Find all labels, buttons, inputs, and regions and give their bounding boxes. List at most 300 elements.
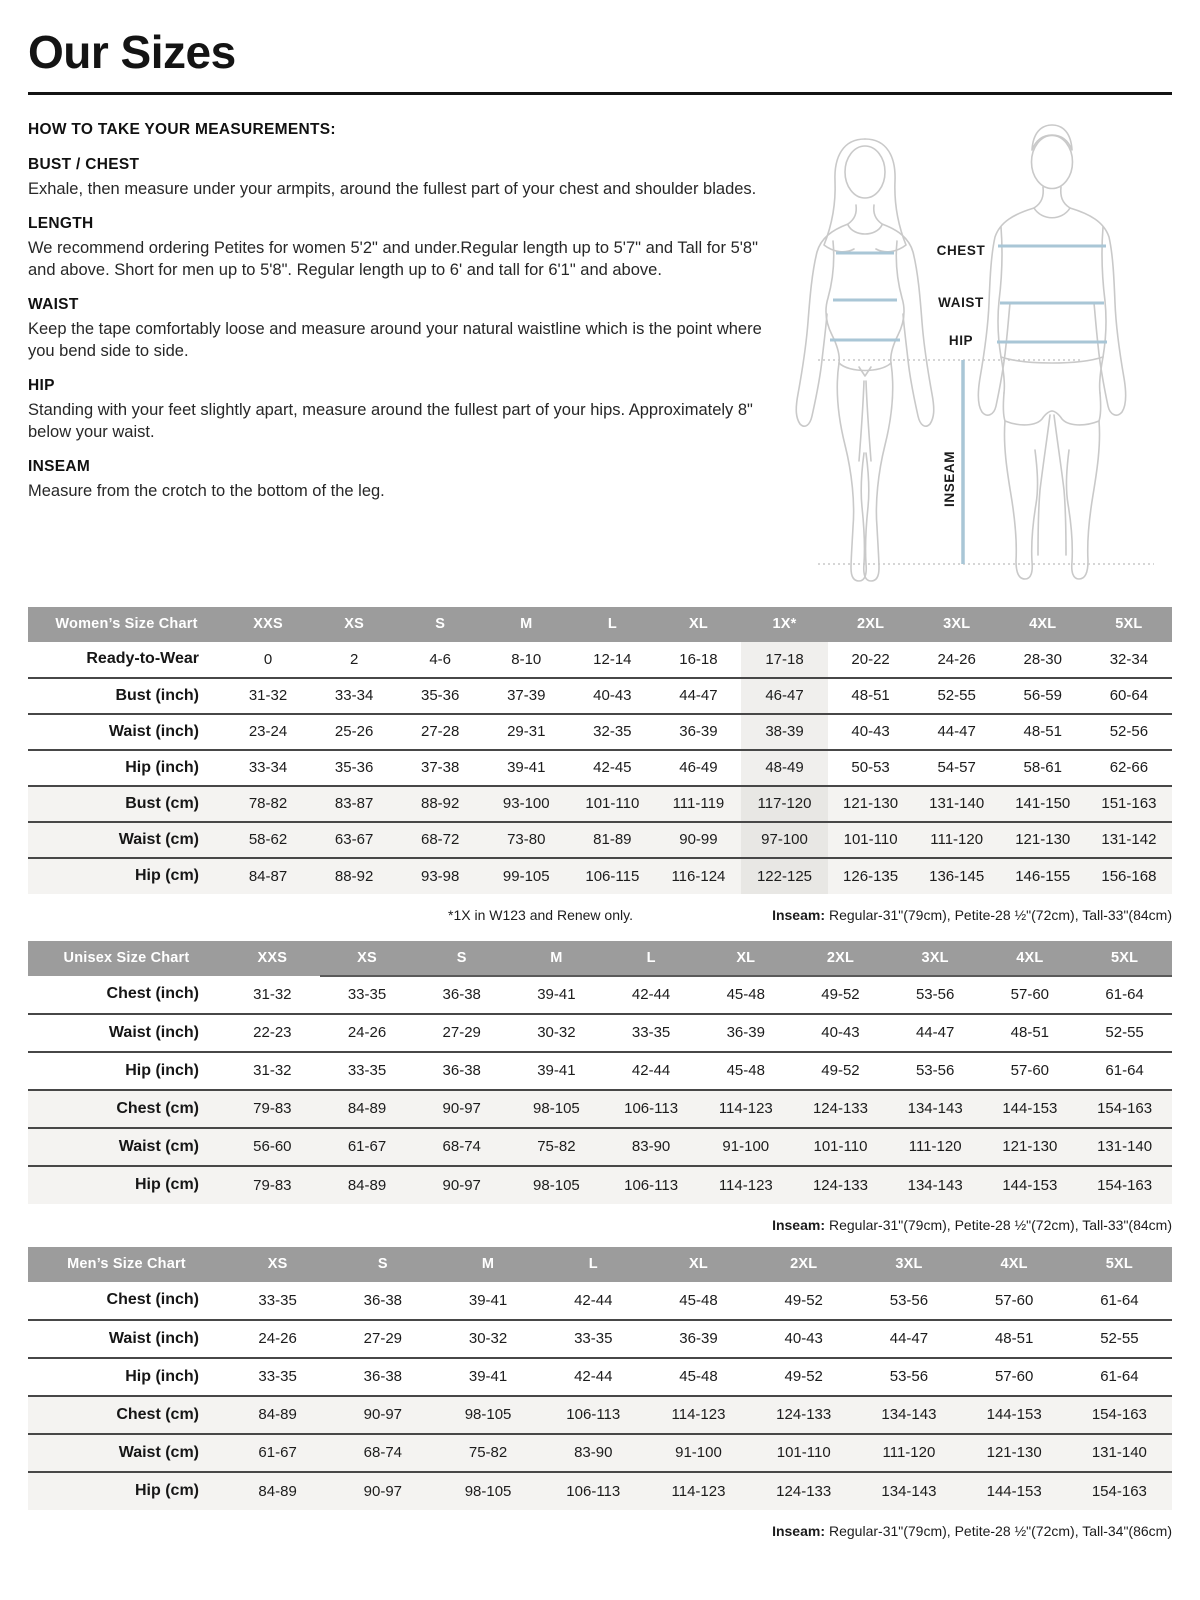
size-cell: 30-32 xyxy=(537,1024,576,1042)
size-row-label: Waist (cm) xyxy=(28,822,225,858)
size-cell: 93-100 xyxy=(483,786,569,822)
size-cell: 45-48 xyxy=(679,1368,718,1386)
size-cell: 45-48 xyxy=(726,1062,765,1080)
size-cell: 106-113 xyxy=(541,1472,646,1510)
size-column-header: XL xyxy=(646,1247,751,1282)
size-column-header: XS xyxy=(320,941,415,976)
size-cell: 90-99 xyxy=(655,822,741,858)
size-column-header: 2XL xyxy=(793,941,888,976)
size-row-label: Waist (cm) xyxy=(28,1434,225,1472)
size-cell: 60-64 xyxy=(1109,687,1149,705)
size-cell: 44-47 xyxy=(915,1024,955,1042)
size-cell: 61-67 xyxy=(320,1128,415,1166)
size-cell: 45-48 xyxy=(726,986,765,1004)
size-cell: 154-163 xyxy=(1067,1396,1172,1434)
size-row xyxy=(28,750,1172,786)
size-cell: 33-34 xyxy=(248,759,288,777)
size-column-header: 1X* xyxy=(741,607,827,642)
size-cell: 49-52 xyxy=(821,986,860,1004)
mens-table-footnote xyxy=(28,1523,1172,1539)
size-cell: 84-87 xyxy=(225,858,311,894)
size-row-label: Waist (cm) xyxy=(28,1128,225,1166)
size-cell: 39-41 xyxy=(507,759,546,777)
hip-label: HIP xyxy=(948,332,974,348)
size-cell: 48-51 xyxy=(994,1330,1034,1348)
size-cell: 121-130 xyxy=(1000,822,1086,858)
inseam-note-value: Regular-31"(79cm), Petite-28 ½"(72cm), Tall-33"(84cm) xyxy=(829,906,1172,923)
size-cell: 56-59 xyxy=(1023,687,1062,705)
instruction-heading: INSEAM xyxy=(28,457,91,475)
size-cell: 111-119 xyxy=(655,786,741,822)
size-cell: 106-113 xyxy=(541,1396,646,1434)
size-row xyxy=(28,642,1172,678)
size-cell: 33-35 xyxy=(347,986,387,1004)
size-cell: 81-89 xyxy=(569,822,655,858)
size-cell: 84-89 xyxy=(320,1166,415,1204)
size-row xyxy=(28,1090,1172,1128)
size-column-header: 5XL xyxy=(1086,607,1172,642)
size-cell: 35-36 xyxy=(334,759,374,777)
size-cell: 79-83 xyxy=(225,1166,320,1204)
size-cell: 40-43 xyxy=(821,1024,860,1042)
instruction-bust-chest xyxy=(28,156,773,200)
size-cell: 30-32 xyxy=(468,1330,508,1348)
size-cell: 75-82 xyxy=(509,1128,604,1166)
size-cell: 114-123 xyxy=(698,1166,793,1204)
size-row xyxy=(28,1166,1172,1204)
size-cell: 53-56 xyxy=(915,1062,955,1080)
size-cell: 62-66 xyxy=(1109,759,1149,777)
size-cell: 40-43 xyxy=(784,1330,823,1348)
size-chart-header-row xyxy=(28,941,1172,976)
waist-label: WAIST xyxy=(938,294,984,310)
size-cell: 68-74 xyxy=(330,1434,435,1472)
unisex-table-footnote xyxy=(28,1217,1172,1233)
size-cell: 134-143 xyxy=(856,1472,961,1510)
size-cell: 52-55 xyxy=(937,687,976,705)
size-cell: 90-97 xyxy=(414,1090,509,1128)
size-cell: 122-125 xyxy=(741,858,827,894)
size-row-label: Waist (inch) xyxy=(108,722,199,740)
size-cell: 131-140 xyxy=(914,786,1000,822)
size-row-label: Chest (inch) xyxy=(106,1291,199,1309)
size-cell: 151-163 xyxy=(1086,786,1172,822)
size-cell: 106-115 xyxy=(569,858,655,894)
size-cell: 93-98 xyxy=(397,858,483,894)
size-row xyxy=(28,858,1172,894)
size-cell: 58-61 xyxy=(1023,759,1062,777)
size-cell: 16-18 xyxy=(679,650,718,668)
size-cell: 49-52 xyxy=(784,1291,823,1309)
instruction-length xyxy=(28,215,773,281)
size-cell: 61-64 xyxy=(1105,1062,1144,1080)
size-row-label: Hip (cm) xyxy=(28,1472,225,1510)
size-cell: 88-92 xyxy=(311,858,397,894)
size-cell: 57-60 xyxy=(1010,986,1050,1004)
size-cell: 73-80 xyxy=(483,822,569,858)
size-cell: 33-35 xyxy=(631,1024,671,1042)
size-cell: 29-31 xyxy=(507,723,546,741)
size-cell: 33-35 xyxy=(574,1330,613,1348)
chest-label: CHEST xyxy=(936,242,986,258)
size-cell: 111-120 xyxy=(914,822,1000,858)
title-rule xyxy=(28,92,1172,95)
size-row xyxy=(28,976,1172,1014)
instruction-body: We recommend ordering Petites for women 5'2" and under.Regular length up to 5'7" and Tall for 5'8" and above. Short for men up to 5'8". Regular length up to 6' and tall for 6'1" and above. xyxy=(28,239,758,279)
how-to-heading: HOW TO TAKE YOUR MEASUREMENTS: xyxy=(28,120,336,138)
size-cell: 32-35 xyxy=(593,723,632,741)
size-cell: 154-163 xyxy=(1077,1090,1172,1128)
size-cell: 75-82 xyxy=(435,1434,540,1472)
size-cell: 50-53 xyxy=(851,759,890,777)
inseam-note-label: Inseam: xyxy=(772,1522,825,1539)
size-cell: 111-120 xyxy=(856,1434,961,1472)
size-cell: 84-89 xyxy=(320,1090,415,1128)
size-cell: 36-39 xyxy=(679,723,718,741)
size-cell: 83-90 xyxy=(604,1128,699,1166)
size-cell: 33-35 xyxy=(258,1291,297,1309)
mens-size-chart-table xyxy=(28,1247,1172,1510)
size-cell: 48-49 xyxy=(741,750,827,786)
size-cell: 156-168 xyxy=(1086,858,1172,894)
size-cell: 61-64 xyxy=(1105,986,1144,1004)
size-column-header: XS xyxy=(225,1247,330,1282)
size-cell: 101-110 xyxy=(751,1434,856,1472)
size-cell: 83-90 xyxy=(541,1434,646,1472)
size-row xyxy=(28,1358,1172,1396)
size-cell: 91-100 xyxy=(646,1434,751,1472)
size-chart-title: Men’s Size Chart xyxy=(28,1247,225,1282)
size-cell: 98-105 xyxy=(509,1090,604,1128)
size-cell: 52-55 xyxy=(1105,1024,1144,1042)
instruction-body: Measure from the crotch to the bottom of the leg. xyxy=(28,481,385,500)
size-cell: 39-41 xyxy=(468,1368,508,1386)
size-cell: 36-39 xyxy=(726,1024,765,1042)
size-column-header: 4XL xyxy=(1000,607,1086,642)
size-cell: 25-26 xyxy=(334,723,374,741)
size-cell: 101-110 xyxy=(828,822,914,858)
size-cell: 2 xyxy=(349,650,359,668)
size-cell: 12-14 xyxy=(593,650,632,668)
size-cell: 124-133 xyxy=(751,1472,856,1510)
unisex-size-chart-table xyxy=(28,941,1172,1204)
size-row xyxy=(28,786,1172,822)
inseam-note-label: Inseam: xyxy=(772,906,825,923)
size-row-label: Hip (cm) xyxy=(28,1166,225,1204)
size-row xyxy=(28,1282,1172,1320)
size-cell: 144-153 xyxy=(962,1472,1067,1510)
size-cell: 37-39 xyxy=(507,687,546,705)
size-cell: 144-153 xyxy=(962,1396,1067,1434)
size-cell: 42-44 xyxy=(574,1291,613,1309)
size-cell: 146-155 xyxy=(1000,858,1086,894)
inseam-note-value: Regular-31"(79cm), Petite-28 ½"(72cm), Tall-33"(84cm) xyxy=(829,1216,1172,1233)
measurement-diagram xyxy=(780,115,1172,593)
size-cell: 98-105 xyxy=(509,1166,604,1204)
size-column-header: L xyxy=(541,1247,646,1282)
size-column-header: 3XL xyxy=(914,607,1000,642)
instruction-heading: BUST / CHEST xyxy=(28,155,140,173)
size-column-header: L xyxy=(604,941,699,976)
size-chart-header-row xyxy=(28,1247,1172,1282)
size-cell: 42-44 xyxy=(631,1062,671,1080)
size-cell: 52-56 xyxy=(1109,723,1149,741)
size-cell: 24-26 xyxy=(347,1024,387,1042)
size-cell: 83-87 xyxy=(311,786,397,822)
size-cell: 27-29 xyxy=(442,1024,481,1042)
size-cell: 31-32 xyxy=(253,1062,292,1080)
size-row-label: Chest (cm) xyxy=(28,1396,225,1434)
size-cell: 36-38 xyxy=(442,986,481,1004)
size-cell: 45-48 xyxy=(679,1291,718,1309)
size-row xyxy=(28,1052,1172,1090)
size-column-header: 3XL xyxy=(888,941,983,976)
size-cell: 114-123 xyxy=(646,1396,751,1434)
size-row xyxy=(28,1128,1172,1166)
size-cell: 44-47 xyxy=(889,1330,929,1348)
size-cell: 116-124 xyxy=(655,858,741,894)
page-title: Our Sizes xyxy=(28,26,236,78)
size-cell: 40-43 xyxy=(593,687,632,705)
size-cell: 131-140 xyxy=(1067,1434,1172,1472)
size-cell: 114-123 xyxy=(646,1472,751,1510)
size-column-header: M xyxy=(435,1247,540,1282)
size-cell: 57-60 xyxy=(994,1291,1034,1309)
instruction-body: Standing with your feet slightly apart, measure around the fullest part of your hips. Approximately 8" below your waist. xyxy=(28,401,753,441)
size-column-header: L xyxy=(569,607,655,642)
size-cell: 90-97 xyxy=(330,1396,435,1434)
size-row-label: Waist (inch) xyxy=(108,1329,199,1347)
size-cell: 154-163 xyxy=(1067,1472,1172,1510)
size-cell: 144-153 xyxy=(983,1090,1078,1128)
size-column-header: M xyxy=(509,941,604,976)
size-cell: 37-38 xyxy=(421,759,460,777)
size-cell: 46-49 xyxy=(679,759,718,777)
size-cell: 27-28 xyxy=(421,723,460,741)
size-cell: 101-110 xyxy=(793,1128,888,1166)
size-cell: 141-150 xyxy=(1000,786,1086,822)
size-cell: 58-62 xyxy=(225,822,311,858)
size-cell: 124-133 xyxy=(751,1396,856,1434)
size-cell: 4-6 xyxy=(429,650,452,668)
size-row-label: Bust (inch) xyxy=(115,686,199,704)
one-x-note: *1X in W123 and Renew only. xyxy=(448,906,633,923)
size-cell: 20-22 xyxy=(851,650,890,668)
measurement-instructions xyxy=(28,121,773,518)
size-cell: 24-26 xyxy=(937,650,976,668)
size-cell: 106-113 xyxy=(604,1166,699,1204)
size-row xyxy=(28,1014,1172,1052)
size-chart-header-row xyxy=(28,607,1172,642)
size-cell: 53-56 xyxy=(889,1368,929,1386)
size-cell: 53-56 xyxy=(889,1291,929,1309)
size-cell: 39-41 xyxy=(537,1062,576,1080)
size-row-label: Hip (inch) xyxy=(125,1367,199,1385)
size-column-header: 5XL xyxy=(1067,1247,1172,1282)
size-row xyxy=(28,714,1172,750)
size-cell: 117-120 xyxy=(741,786,827,822)
size-cell: 56-60 xyxy=(225,1128,320,1166)
size-cell: 97-100 xyxy=(741,822,827,858)
womens-size-chart-section xyxy=(28,607,1172,923)
size-row-label: Chest (inch) xyxy=(106,985,199,1003)
size-row xyxy=(28,1396,1172,1434)
mens-size-chart-section xyxy=(28,1247,1172,1539)
size-cell: 88-92 xyxy=(397,786,483,822)
size-cell: 99-105 xyxy=(483,858,569,894)
size-row xyxy=(28,678,1172,714)
instruction-body: Keep the tape comfortably loose and measure around your natural waistline which is the point where you bend side to side. xyxy=(28,320,762,360)
size-cell: 35-36 xyxy=(421,687,460,705)
size-cell: 42-45 xyxy=(593,759,632,777)
inseam-reference-lines xyxy=(818,360,1154,564)
size-cell: 49-52 xyxy=(784,1368,823,1386)
size-cell: 40-43 xyxy=(851,723,890,741)
size-column-header: 3XL xyxy=(856,1247,961,1282)
size-cell: 68-74 xyxy=(414,1128,509,1166)
size-cell: 61-64 xyxy=(1100,1291,1139,1309)
size-chart-title: Women’s Size Chart xyxy=(28,607,225,642)
size-cell: 61-67 xyxy=(225,1434,330,1472)
size-cell: 36-38 xyxy=(442,1062,481,1080)
size-cell: 48-51 xyxy=(1023,723,1062,741)
size-cell: 98-105 xyxy=(435,1396,540,1434)
size-cell: 52-55 xyxy=(1100,1330,1139,1348)
size-column-header: 2XL xyxy=(828,607,914,642)
size-row-label: Hip (inch) xyxy=(125,758,199,776)
inseam-note-value: Regular-31"(79cm), Petite-28 ½"(72cm), Tall-34"(86cm) xyxy=(829,1522,1172,1539)
instruction-body: Exhale, then measure under your armpits, around the fullest part of your chest and shoulder blades. xyxy=(28,179,757,198)
size-cell: 91-100 xyxy=(698,1128,793,1166)
inseam-note-label: Inseam: xyxy=(772,1216,825,1233)
size-cell: 136-145 xyxy=(914,858,1000,894)
size-row-label: Waist (inch) xyxy=(108,1023,199,1041)
size-cell: 121-130 xyxy=(983,1128,1078,1166)
size-cell: 126-135 xyxy=(828,858,914,894)
size-cell: 131-142 xyxy=(1086,822,1172,858)
size-cell: 39-41 xyxy=(468,1291,508,1309)
size-cell: 79-83 xyxy=(225,1090,320,1128)
size-cell: 54-57 xyxy=(937,759,976,777)
size-cell: 24-26 xyxy=(258,1330,297,1348)
size-cell: 31-32 xyxy=(253,985,292,1003)
size-cell: 154-163 xyxy=(1077,1166,1172,1204)
body-figures-illustration xyxy=(780,115,1172,593)
size-cell: 57-60 xyxy=(1010,1062,1050,1080)
size-row-label: Bust (cm) xyxy=(28,786,225,822)
size-cell: 28-30 xyxy=(1023,650,1062,668)
size-cell: 121-130 xyxy=(828,786,914,822)
size-cell: 31-32 xyxy=(248,687,288,705)
size-column-header: XL xyxy=(698,941,793,976)
size-cell: 53-56 xyxy=(915,986,955,1004)
size-cell: 27-29 xyxy=(363,1330,403,1348)
size-column-header: 4XL xyxy=(983,941,1078,976)
instruction-hip xyxy=(28,377,773,443)
womens-table-footnote xyxy=(28,907,1172,923)
size-column-header: XXS xyxy=(225,941,320,976)
size-row-label: Hip (cm) xyxy=(28,858,225,894)
womens-size-chart-table xyxy=(28,607,1172,894)
unisex-size-chart-section xyxy=(28,941,1172,1233)
size-cell: 36-38 xyxy=(363,1291,403,1309)
size-cell: 57-60 xyxy=(994,1368,1034,1386)
size-cell: 124-133 xyxy=(793,1090,888,1128)
size-cell: 90-97 xyxy=(414,1166,509,1204)
male-figure xyxy=(978,125,1125,579)
size-column-header: 4XL xyxy=(962,1247,1067,1282)
size-column-header: M xyxy=(483,607,569,642)
size-column-header: S xyxy=(397,607,483,642)
size-cell: 68-72 xyxy=(397,822,483,858)
size-cell: 23-24 xyxy=(248,723,288,741)
size-row xyxy=(28,822,1172,858)
size-cell: 121-130 xyxy=(962,1434,1067,1472)
size-column-header: S xyxy=(330,1247,435,1282)
size-cell: 48-51 xyxy=(851,687,890,705)
size-cell: 63-67 xyxy=(311,822,397,858)
size-cell: 46-47 xyxy=(741,678,827,714)
size-cell: 44-47 xyxy=(679,687,718,705)
size-cell: 39-41 xyxy=(537,986,576,1004)
size-row xyxy=(28,1472,1172,1510)
size-cell: 114-123 xyxy=(698,1090,793,1128)
size-column-header: 2XL xyxy=(751,1247,856,1282)
size-cell: 36-39 xyxy=(679,1330,718,1348)
instruction-waist xyxy=(28,296,773,362)
size-chart-title: Unisex Size Chart xyxy=(28,941,225,976)
size-cell: 78-82 xyxy=(225,786,311,822)
size-cell: 44-47 xyxy=(937,723,976,741)
size-cell: 134-143 xyxy=(888,1166,983,1204)
size-cell: 144-153 xyxy=(983,1166,1078,1204)
size-cell: 98-105 xyxy=(435,1472,540,1510)
size-cell: 124-133 xyxy=(793,1166,888,1204)
size-cell: 90-97 xyxy=(330,1472,435,1510)
size-row-label: Hip (inch) xyxy=(125,1061,199,1079)
size-cell: 22-23 xyxy=(253,1024,292,1042)
instruction-heading: LENGTH xyxy=(28,215,94,233)
size-cell: 131-140 xyxy=(1077,1128,1172,1166)
size-cell: 84-89 xyxy=(225,1396,330,1434)
size-row xyxy=(28,1434,1172,1472)
size-column-header: XL xyxy=(655,607,741,642)
size-cell: 33-35 xyxy=(347,1062,387,1080)
size-cell: 106-113 xyxy=(604,1090,699,1128)
size-cell: 33-35 xyxy=(258,1368,297,1386)
size-cell: 49-52 xyxy=(821,1062,860,1080)
size-column-header: XS xyxy=(311,607,397,642)
size-cell: 32-34 xyxy=(1109,650,1149,668)
size-cell: 0 xyxy=(263,650,273,668)
instruction-inseam xyxy=(28,458,773,502)
instruction-heading: WAIST xyxy=(28,296,79,314)
size-column-header: S xyxy=(414,941,509,976)
size-cell: 134-143 xyxy=(856,1396,961,1434)
measure-lines xyxy=(830,246,1107,342)
size-cell: 17-18 xyxy=(741,642,827,678)
size-row-label: Ready-to-Wear xyxy=(86,650,199,668)
size-cell: 111-120 xyxy=(888,1128,983,1166)
size-cell: 42-44 xyxy=(574,1368,613,1386)
size-cell: 33-34 xyxy=(334,687,374,705)
inseam-label: INSEAM xyxy=(942,450,957,507)
size-cell: 8-10 xyxy=(511,650,542,668)
size-cell: 61-64 xyxy=(1100,1368,1139,1386)
size-column-header: 5XL xyxy=(1077,941,1172,976)
size-row-label: Chest (cm) xyxy=(28,1090,225,1128)
instruction-heading: HIP xyxy=(28,377,55,395)
